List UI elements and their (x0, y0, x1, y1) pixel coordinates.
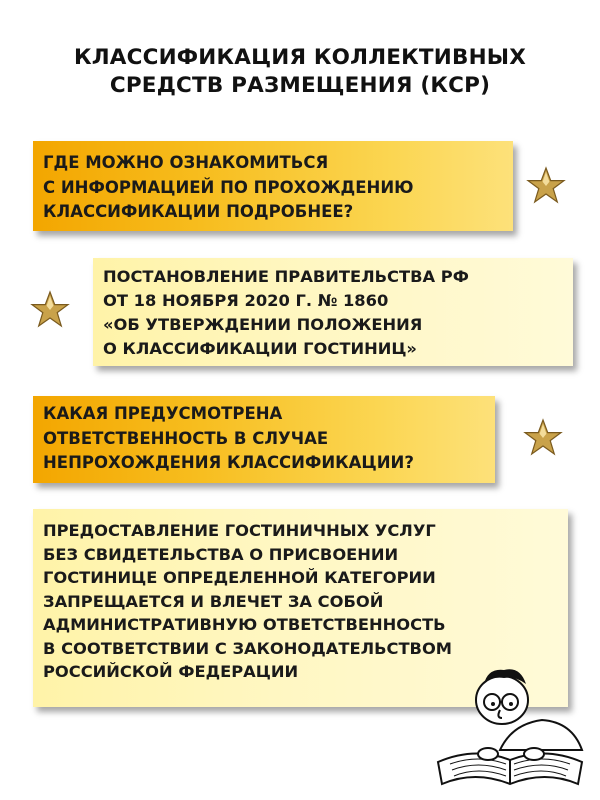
answer-line: В СООТВЕТСТВИИ С ЗАКОНОДАТЕЛЬСТВОМ (43, 638, 453, 658)
question-line: НЕПРОХОЖДЕНИЯ КЛАССИФИКАЦИИ? (43, 453, 414, 472)
question-line: КЛАССИФИКАЦИИ ПОДРОБНЕЕ? (43, 202, 354, 221)
question-line: С ИНФОРМАЦИЕЙ ПО ПРОХОЖДЕНИЮ (43, 177, 414, 197)
answer-line: ГОСТИНИЦЕ ОПРЕДЕЛЕННОЙ КАТЕГОРИИ (43, 568, 436, 587)
answer-line: АДМИНИСТРАТИВНУЮ ОТВЕТСТВЕННОСТЬ (43, 615, 446, 634)
answer-line: ПРЕДОСТАВЛЕНИЕ ГОСТИНИЧНЫХ УСЛУГ (43, 521, 436, 540)
page-title-line: СРЕДСТВ РАЗМЕЩЕНИЯ (КСР) (109, 73, 491, 98)
answer-line: ОТ 18 НОЯБРЯ 2020 Г. № 1860 (103, 291, 389, 310)
answer-box-government-decree (93, 258, 573, 366)
answer-line: «ОБ УТВЕРЖДЕНИИ ПОЛОЖЕНИЯ (103, 315, 423, 334)
question-line: КАКАЯ ПРЕДУСМОТРЕНА (43, 404, 283, 423)
question-box-responsibility (33, 396, 495, 483)
star-icon (30, 290, 70, 330)
answer-line: О КЛАССИФИКАЦИИ ГОСТИНИЦ» (103, 339, 417, 358)
answer-line: ПОСТАНОВЛЕНИЕ ПРАВИТЕЛЬСТВА РФ (103, 267, 469, 286)
answer-line: РОССИЙСКОЙ ФЕДЕРАЦИИ (43, 662, 299, 681)
star-icon (526, 166, 566, 206)
reading-man-illustration (430, 650, 590, 790)
page-title (0, 44, 600, 100)
answer-line: ЗАПРЕЩАЕТСЯ И ВЛЕЧЕТ ЗА СОБОЙ (43, 591, 384, 611)
answer-line: БЕЗ СВИДЕТЕЛЬСТВА О ПРИСВОЕНИИ (43, 544, 399, 564)
page-title-line: КЛАССИФИКАЦИЯ КОЛЛЕКТИВНЫХ (73, 45, 527, 70)
question-line: ГДЕ МОЖНО ОЗНАКОМИТЬСЯ (43, 153, 329, 172)
star-icon (523, 418, 563, 458)
question-box-where-to-learn (33, 141, 513, 231)
question-line: ОТВЕТСТВЕННОСТЬ В СЛУЧАЕ (43, 428, 329, 448)
